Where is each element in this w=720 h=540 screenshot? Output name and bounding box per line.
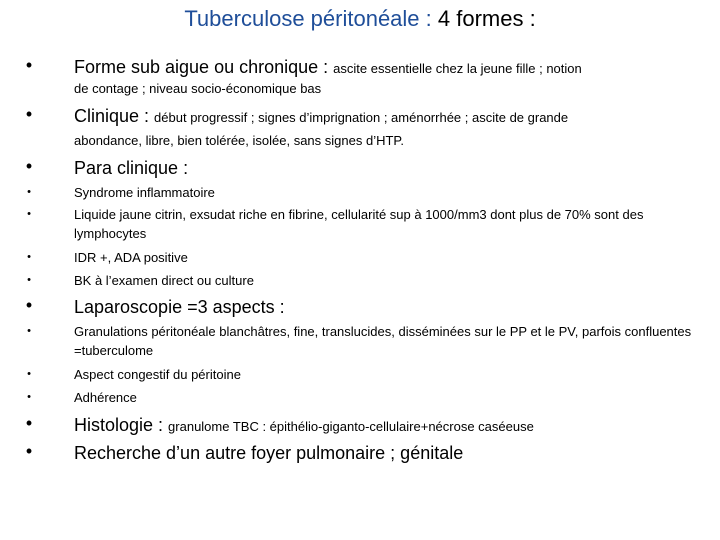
bullet-continuation: abondance, libre, bien tolérée, isolée, sans signes d’HTP. — [74, 133, 405, 148]
sub-bullet-text: BK à l’examen direct ou culture — [74, 273, 254, 288]
bullet-icon: • — [25, 295, 33, 315]
bullet-icon: • — [25, 55, 33, 75]
slide-title-suffix: 4 formes : — [431, 6, 536, 31]
sub-bullet-text: IDR +, ADA positive — [74, 250, 188, 265]
bullet-detail: granulome TBC : épithélio-giganto-cellulaire+nécrose caséeuse — [168, 419, 534, 434]
sub-bullet-text: Adhérence — [74, 390, 137, 405]
bullet-text — [74, 104, 710, 130]
sub-bullet-text: Syndrome inflammatoire — [74, 185, 215, 200]
bullet-icon: • — [27, 274, 31, 286]
bullet-icon: • — [25, 413, 33, 433]
bullet-detail: ascite essentielle chez la jeune fille ; notion — [333, 61, 582, 76]
bullet-text — [74, 55, 710, 81]
bullet-icon: • — [27, 186, 31, 198]
slide-title — [0, 6, 720, 32]
bullet-icon: • — [25, 156, 33, 176]
bullet-lead: Histologie : — [74, 415, 169, 435]
bullet-icon: • — [27, 391, 31, 403]
bullet-lead: Clinique : — [74, 106, 155, 126]
bullet-icon: • — [25, 441, 33, 461]
bullet-detail: début progressif ; signes d’imprignation ; aménorrhée ; ascite de grande — [154, 110, 569, 125]
bullet-icon: • — [27, 325, 31, 337]
bullet-text: Recherche d’un autre foyer pulmonaire ; génitale — [74, 443, 464, 463]
bullet-lead: Forme sub aigue ou chronique : — [74, 57, 334, 77]
bullet-icon: • — [27, 208, 31, 220]
bullet-text: Para clinique : — [74, 158, 189, 178]
bullet-icon: • — [25, 104, 33, 124]
bullet-continuation: de contage ; niveau socio-économique bas — [74, 81, 322, 96]
slide-title-main: Tuberculose péritonéale : — [184, 6, 432, 31]
sub-bullet-text: Liquide jaune citrin, exsudat riche en fibrine, cellularité sup à 1000/mm3 dont plus de 70% sont des lymphocytes — [74, 207, 644, 241]
sub-bullet-text: Aspect congestif du péritoine — [74, 367, 241, 382]
bullet-text: Laparoscopie =3 aspects : — [74, 297, 285, 317]
bullet-icon: • — [27, 368, 31, 380]
sub-bullet-text: Granulations péritonéale blanchâtres, fine, translucides, disséminées sur le PP et le PV, parfois confluentes =tuberculome — [74, 324, 692, 358]
bullet-icon: • — [27, 251, 31, 263]
bullet-text — [74, 413, 710, 439]
